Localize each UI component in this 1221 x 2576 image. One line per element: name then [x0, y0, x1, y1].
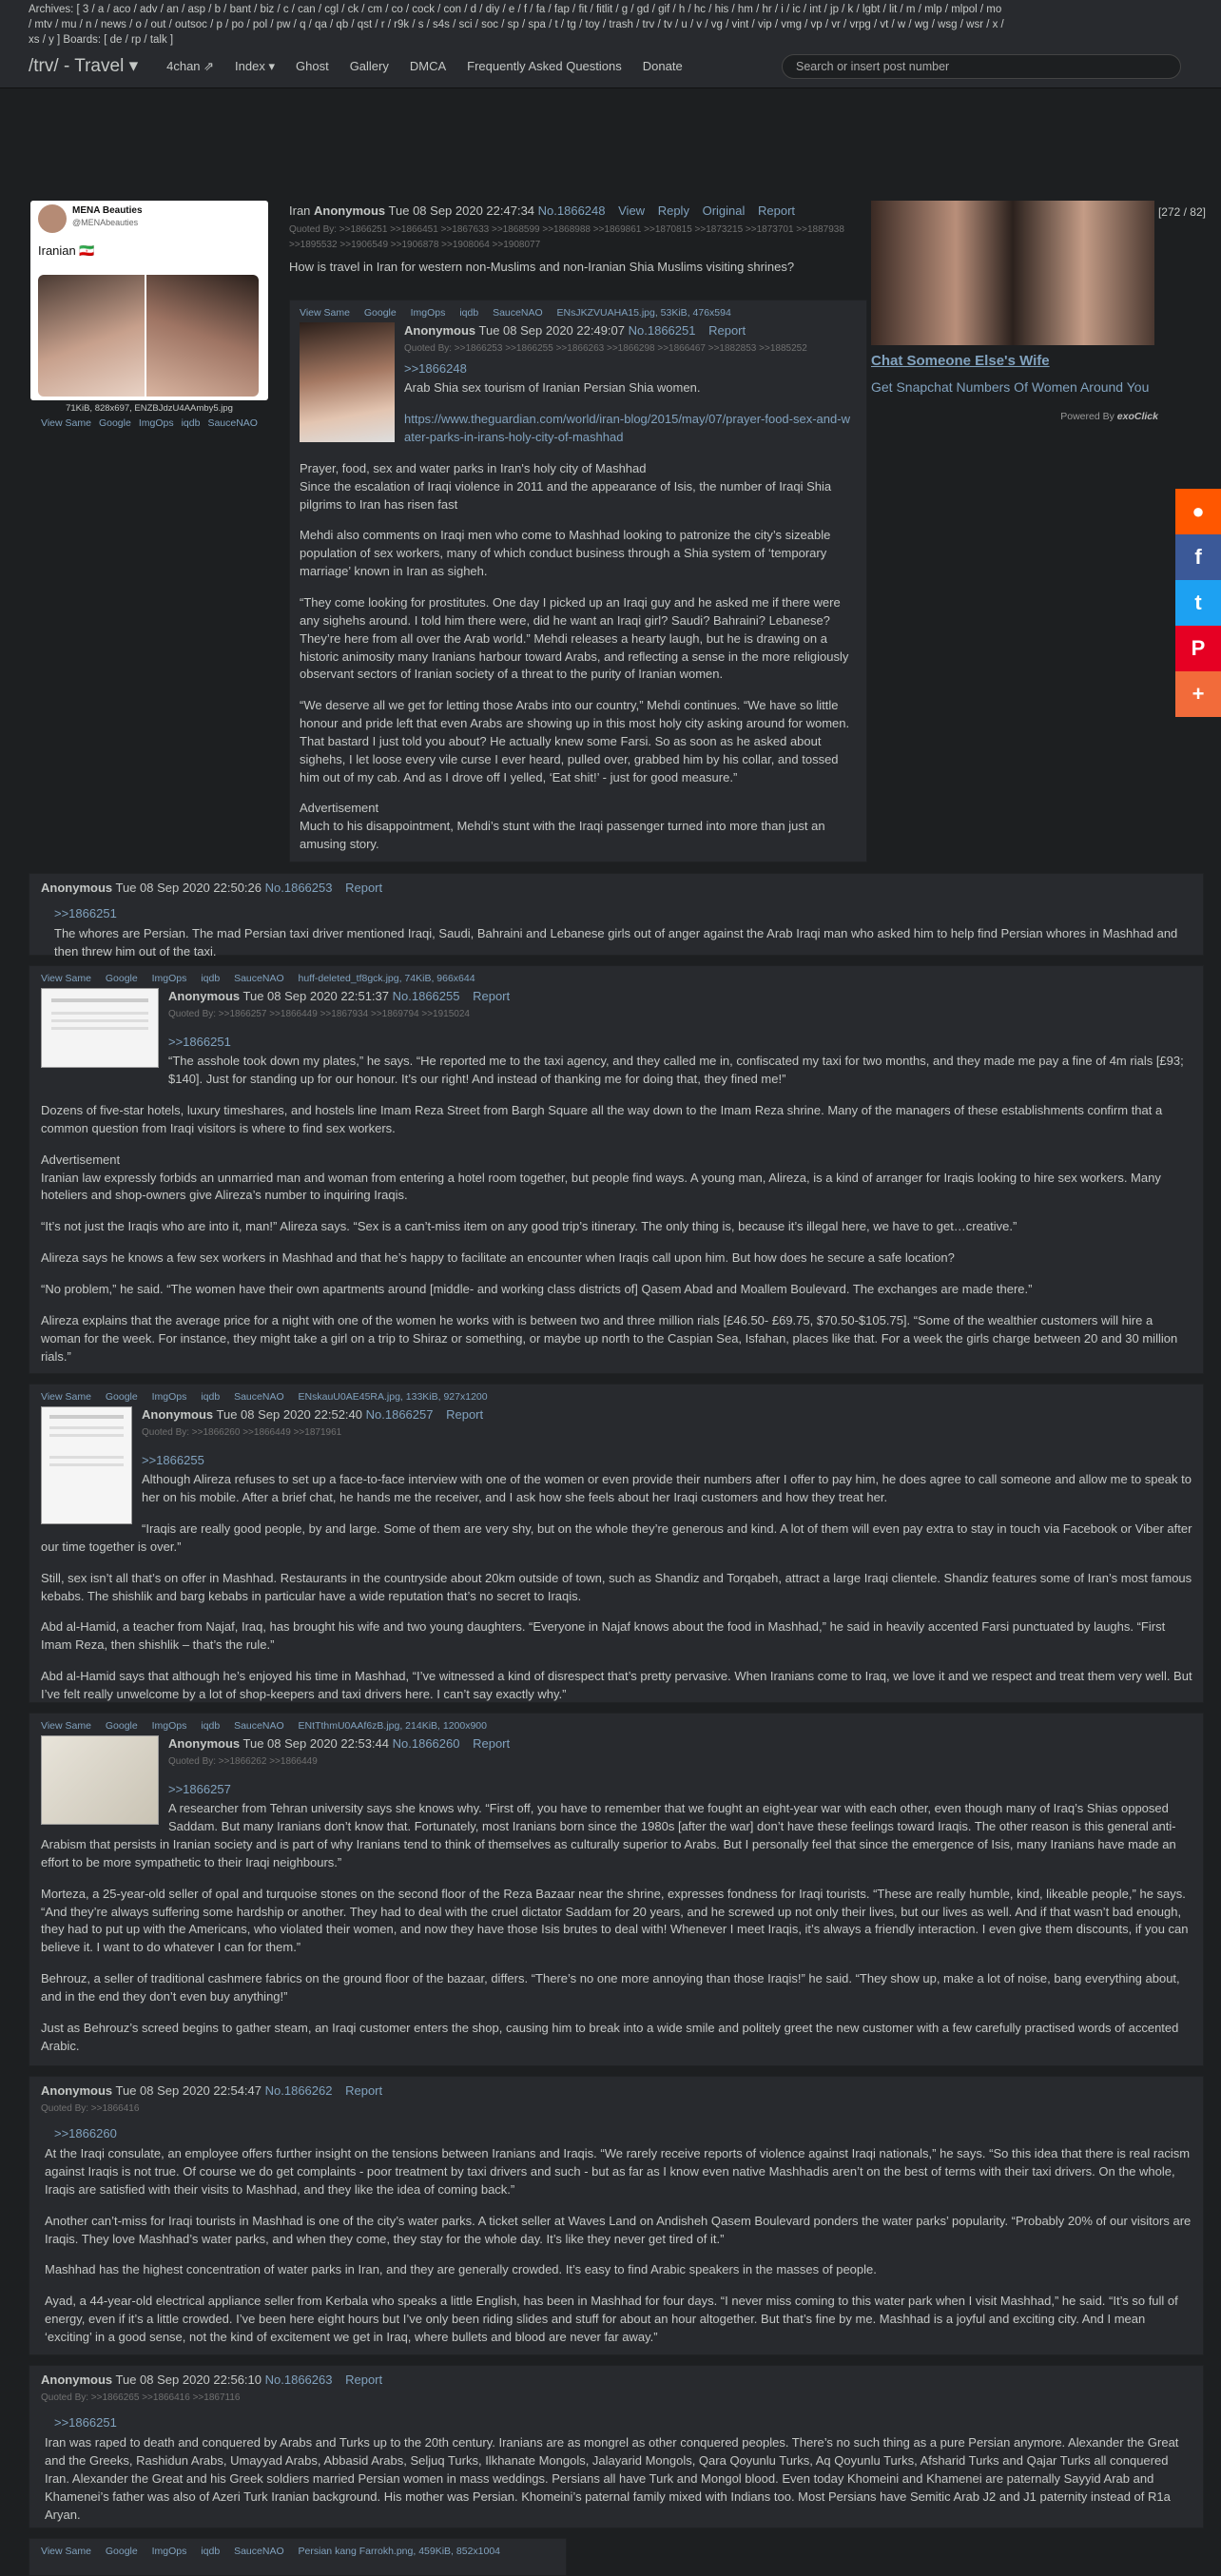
nav-donate[interactable]: Donate [642, 58, 683, 73]
saucenao-link[interactable]: SauceNAO [234, 2546, 284, 2557]
boards-line-3[interactable]: xs / y ] Boards: [ de / rp / talk ] [29, 34, 174, 46]
post-datetime: Tue 08 Sep 2020 22:51:37 [242, 989, 389, 1004]
poster-name: Anonymous [41, 2083, 113, 2098]
quoted-by[interactable]: Quoted By: >>1866257 >>1866449 >>1867934 >>1869794 >>1915024 [168, 1009, 470, 1020]
saucenao-link[interactable]: SauceNAO [493, 307, 543, 319]
saucenao-link[interactable]: SauceNAO [234, 1720, 284, 1732]
op-image-block [30, 201, 268, 431]
post-text: Advertisement Much to his disappointment, Mehdi’s stunt with the Iraqi passenger turned into more than just an amusing story. [300, 801, 825, 852]
quoted-by[interactable]: Quoted By: >>1866416 [41, 2102, 140, 2114]
post-text: Advertisement Iranian law expressly forbids an unmarried man and woman from entering a hotel room together, but people find ways. A young man, Alireza, is a kind of arranger for Iraqis looking to hire sex workers. Many hoteliers and shop-owners give Alireza’s number to inquiring Iraqis. [41, 1152, 1161, 1203]
post-thumbnail[interactable] [41, 1406, 132, 1524]
post-text: Iran was raped to death and conquered by Arabs and Turks up to the 20th century. Iranians are as mongrel as other conquered peoples. There’s no such thing as a pure Persian anymore. Alexander the Great and the Greeks, Rashidun Arabs, Umayyad Arabs, Abbasid Arabs, Seljuq Turks, Ilkhanate Mongols, Jalayarid Mongols, Qara Qoyunlu Turks, Aq Qoyunlu Turks, Afsharid Turks and Qajar Turks all conquered Iran. Alexander the Great and his Greek soldiers married Persian women in mass weddings. Persians all have Turk and Mongol blood. Even today Khomeini and Khamenei are paternally Sayyid Arab and Khamenei’s father was also of Azeri Turk Iranian background. His mother was Persian. Khomeini’s paternal family mixed with Indians too. Most Persians have Semitic Arab J2 and J1 paternity instead of R1a Aryan. [45, 2435, 1179, 2522]
report-button[interactable]: Report [708, 323, 746, 339]
post-header [41, 880, 1193, 898]
boards-line-2[interactable]: / mtv / mu / n / news / o / out / outsoc / p / po / pol / pw / q / qa / qb / qst / r / r9k / s / s4s / sci / soc / sp / spa / t / tg / toy / trash / trv / tv / u / v / vg / vint / vip / vmg / vp / vr / vrpg / vt / w / wg / wsg / wsr / x / [29, 19, 1004, 30]
post-text: Still, sex isn’t all that’s on offer in Mashhad. Restaurants in the countryside about 20km outside of town, such as Shandiz and Torqabeh, attract a large Iraqi clientele. Shandiz features some of Iran’s most famous kebabs. The shishlik and barg kebabs in particular have a wide reputation that’s no secret to Iraqis. [41, 1570, 1192, 1603]
post-number[interactable]: No.1866260 [392, 1736, 460, 1752]
post-text: Ayad, a 44-year-old electrical appliance seller from Kerbala who speaks a little English, has been in Mashhad for four days. “I never miss coming to this water park when I visit Mashhad,” he said. “It’s so full of energy, even if it’s a little crowded. I’ve been here eight hours but I’ve only been riding slides and stuff for about an hour altogether. But that’s fine by me. Mashhad is a joyful and exciting city. And I mean ‘exciting’ in a good sense, not the kind of excitement we get in Iraq, where bullets and blood are never far away.” [45, 2294, 1178, 2344]
post-thumbnail[interactable] [41, 1735, 159, 1825]
reply-1866262 [29, 2076, 1204, 2355]
post-text: Morteza, a 25-year-old seller of opal and turquoise stones on the second floor of the Reza Bazaar near the shrine, expresses fondness for Iraqi tourists. “These are really humble, kind, likeable people,” he says. “And they’re always suffering some hardship or another. They had to deal with the cruel dictator Saddam for 20 years, and he screwed up not only their lives, but our lives as well. And if that wasn’t bad enough, they had to put up with the Americans, who violated their women, and now they have those Isis brutes to deal with! Whenever I meet Iraqis, it’s always a friendly interaction. I even give them discounts, if you can believe it. I want to do whatever I can for them.” [41, 1886, 1189, 1955]
post-text: Abd al-Hamid, a teacher from Najaf, Iraq, has brought his wife and two young daughters. “Everyone in Najaf knows about the food in Mashhad,” he said in heavily accented Farsi punctuated by laughs. “First Imam Reza, then shishlik – that’s the rule.” [41, 1619, 1166, 1653]
search-input[interactable]: Search or insert post number [782, 54, 1181, 79]
post-body [54, 905, 1193, 961]
google-link[interactable]: Google [105, 1391, 138, 1403]
view-same-link[interactable]: View Same [41, 1720, 91, 1732]
boards-list[interactable] [29, 2, 1192, 48]
post-body [41, 1452, 1193, 1704]
op-text: How is travel in Iran for western non-Muslims and non-Iranian Shia Muslims visiting shrines? [289, 259, 795, 274]
file-info [41, 2545, 556, 2559]
quoted-by[interactable]: Quoted By: >>1866262 >>1866449 [168, 1756, 318, 1768]
imgops-link[interactable]: ImgOps [151, 973, 187, 984]
op-header [289, 203, 856, 221]
poster-name: Anonymous [168, 1736, 241, 1752]
file-info [41, 972, 1193, 986]
reply-1866260 [29, 1713, 1204, 2066]
google-link[interactable]: Google [98, 416, 131, 429]
view-same-link[interactable]: View Same [41, 973, 91, 984]
op-thumbnail[interactable] [30, 201, 268, 400]
file-info [41, 1390, 1193, 1404]
op-subject: Iran [289, 203, 311, 218]
view-button[interactable]: View [618, 203, 646, 218]
site-title[interactable]: /trv/ - Travel ▾ [29, 56, 139, 77]
google-link[interactable]: Google [363, 307, 397, 319]
reply-button[interactable]: Reply [657, 203, 689, 218]
photo-left [38, 275, 145, 397]
nav-faq[interactable]: Frequently Asked Questions [467, 58, 622, 73]
file-name[interactable]: huff-deleted_tf8gck.jpg, 74KiB, 966x644 [298, 973, 475, 984]
pinterest-icon[interactable]: P [1175, 626, 1221, 671]
quoted-by[interactable]: Quoted By: >>1866260 >>1866449 >>1871961 [142, 1427, 342, 1439]
quoted-by[interactable]: Quoted By: >>1866253 >>1866255 >>1866263 >>1866298 >>1866467 >>1882853 >>1885252 [404, 343, 807, 355]
imgops-link[interactable]: ImgOps [410, 307, 446, 319]
file-name[interactable]: ENtTthmU0AAf6zB.jpg, 214KiB, 1200x900 [298, 1720, 487, 1732]
ad-powered[interactable] [871, 410, 1206, 424]
iqdb-link[interactable]: iqdb [459, 307, 479, 319]
post-text: Just as Behrouz’s screed begins to gather steam, an Iraqi customer enters the shop, causing him to break into a wide smile and politely greet the new customer with a few carefully practised words of accented Arabic. [41, 2020, 1179, 2053]
quote-link[interactable]: >>1866251 [54, 2415, 117, 2431]
iqdb-link[interactable]: iqdb [181, 416, 201, 429]
imgops-link[interactable]: ImgOps [151, 2546, 187, 2557]
poster-name: Anonymous [142, 1407, 214, 1423]
iqdb-link[interactable]: iqdb [201, 973, 221, 984]
image-counter: [272 / 82] [1157, 205, 1206, 219]
post-text: Behrouz, a seller of traditional cashmere fabrics on the ground floor of the bazaar, differs. “There’s no one more annoying than those Iraqis!” he said. “They show up, make a lot of noise, bang everything about, and in the end they don’t even buy anything!” [41, 1971, 1180, 2004]
post-header [41, 1735, 1193, 1753]
post-text: Another can’t-miss for Iraqi tourists in Mashhad is one of the city’s water parks. A ticket seller at Waves Land on Andisheh Qasem Boulevard ponders the water parks’ popularity. “Probably 20% of our visitors are Iraqis. They love Mashhad’s water parks, and when they come, they stay for the whole day. It’s like they never get tired of it.” [45, 2213, 1192, 2246]
post-text: Abd al-Hamid says that although he’s enjoyed his time in Mashhad, “I’ve witnessed a kind of disrespect that’s pretty pervasive. When Iranians come to Iraq, we love it and we respect and treat them very well. But I’ve felt really unwelcome by a lot of shop-keepers and taxi drivers here. I can’t say exactly why.” [41, 1669, 1192, 1701]
quote-link[interactable]: >>1866248 [404, 360, 467, 376]
file-name[interactable]: ENskauU0AE45RA.jpg, 133KiB, 927x1200 [298, 1391, 488, 1403]
photo-right [146, 275, 259, 397]
post-text: The whores are Persian. The mad Persian taxi driver mentioned Iraqi, Saudi, Bahraini and Lebanese girls out of anger against the Arab Iraqi man who asked him to help find Persian whores in Mashhad and then threw him out of the taxi. [54, 925, 1178, 959]
nav-index[interactable]: Index ▾ [235, 58, 275, 73]
ad-block [871, 201, 1206, 424]
post-thumbnail[interactable] [300, 322, 395, 442]
reply-partial [29, 2538, 567, 2576]
post-body [41, 1781, 1193, 2056]
post-datetime: Tue 08 Sep 2020 22:53:44 [242, 1736, 389, 1752]
post-text: Prayer, food, sex and water parks in Iran's holy city of Mashhad Since the escalation of Iraqi violence in 2011 and the appearance of Isis, the number of Iraqi Shia pilgrims to Iran has risen fast [300, 460, 832, 512]
article-link[interactable]: https://www.theguardian.com/world/iran-blog/2015/may/07/prayer-food-sex-and-water-parks-in-irans-holy-city-of-mashhad [404, 412, 850, 445]
avatar [38, 204, 67, 233]
reply-1866253 [29, 873, 1204, 959]
quote-link[interactable]: >>1866251 [168, 1034, 231, 1049]
powered-label: Powered By [1060, 411, 1114, 423]
post-text: Alireza explains that the average price for a night with one of the women he works with is between two and three million rials [£46.50- £69.75, $70.50-$105.75]. “Some of the wealthier customers will hire a woman for the week. For instance, they might take a girl on a trip to Shiraz or something, or maybe up north to the Caspian Sea, Isfahan, places like that. For a week the girls charge between 20 and 30 million rials.” [41, 1312, 1178, 1364]
post-header [41, 988, 1193, 1006]
op-datetime: Tue 08 Sep 2020 22:47:34 [388, 203, 535, 218]
imgops-link[interactable]: ImgOps [151, 1720, 187, 1732]
post-body [45, 2414, 1193, 2524]
post-number[interactable]: No.1866257 [365, 1407, 434, 1423]
exoclick-logo: exoClick [1116, 411, 1158, 423]
imgops-link[interactable]: ImgOps [138, 416, 174, 429]
view-same-link[interactable]: View Same [41, 416, 91, 429]
post-text: Mehdi also comments on Iraqi men who come to Mashhad looking to patronize the city’s sizeable population of sex workers, many of which conduct business through a Shia system of ‘temporary marriage’ known in Iran as sigheh. [300, 528, 831, 579]
post-number[interactable]: No.1866255 [392, 989, 460, 1004]
report-button[interactable]: Report [473, 989, 511, 1004]
post-text: “Iraqis are really good people, by and large. Some of them are very shy, but on the whole they’re generous and kind. A lot of them will even pay extra to stay in touch via Facebook or Viber after our time together is over.” [41, 1521, 1192, 1554]
poster-name: Anonymous [41, 2373, 113, 2387]
reddit-icon[interactable]: ● [1175, 489, 1221, 534]
report-button[interactable]: Report [345, 2083, 383, 2098]
post-number[interactable]: No.1866263 [264, 2373, 333, 2387]
reply-1866255 [29, 965, 1204, 1374]
post-number[interactable]: No.1866251 [628, 323, 696, 339]
post-text: At the Iraqi consulate, an employee offers further insight on the tensions between Iranians and Iraqis. “We rarely receive reports of violence against Iraqi nationals,” he says. “So this idea that there is real racism against Iraqis is not true. Of course we do get complaints - poor treatment by taxi drivers and such - but as far as I know even native Mashhadis aren’t on the best of terms with their taxi drivers. On the whole, Iraqis are satisfied with their visits to Mashhad, and they like the idea of coming back.” [45, 2146, 1191, 2197]
view-same-link[interactable]: View Same [41, 2546, 91, 2557]
tweet-name: MENA Beauties [72, 205, 143, 216]
post-text: Dozens of five-star hotels, luxury timeshares, and hostels line Imam Reza Street from Bargh Square all the way down to the Imam Reza shrine. Many of the managers of these establishments confirm that a common question from Iraqi visitors is where to find sex workers. [41, 1103, 1163, 1135]
report-button[interactable]: Report [345, 881, 383, 895]
post-text: A researcher from Tehran university says she knows why. “First off, you have to remember that we fought an eight-year war with each other, even though many of Iraq’s Shias opposed Saddam. But many Iranians don’t know that. Fortunately, most Iranians born since the 1980s [after the war] don’t have these feelings toward Iraqis. The other reason is this general anti-Arabism that persists in Iranian society and is part of why Iranians tend to think of themselves as culturally superior to Arabs. But I personally feel that since the emergence of Isis, many Iranians have made an effort to be more sympathetic to their Iraqi neighbours.” [41, 1801, 1176, 1869]
tweet-handle: @MENAbeauties [72, 218, 139, 227]
post-text: Alireza says he knows a few sex workers in Mashhad and that he’s happy to facilitate an encounter when Iraqis call upon him. But how does he secure a safe location? [41, 1250, 955, 1266]
nav-dmca[interactable]: DMCA [409, 58, 447, 73]
reply-1866263 [29, 2365, 1204, 2528]
op-name: Anonymous [314, 203, 386, 218]
tweet-text: Iranian 🇮🇷 [38, 243, 95, 258]
post-text: “The asshole took down my plates,” he says. “He reported me to the taxi agency, and they called me in, confiscated my taxi for two months, and they made me pay a fine of 4m rials [£93; $140]. Just for standing up for our honour. It’s our right! And instead of thanking me for doing that, they fined me!” [168, 1054, 1184, 1087]
poster-name: Anonymous [168, 989, 241, 1004]
ad-subtitle-link[interactable]: Get Snapchat Numbers Of Women Around You [871, 378, 1150, 395]
iqdb-link[interactable]: iqdb [201, 2546, 221, 2557]
post-text: “They come looking for prostitutes. One day I picked up an Iraqi guy and he asked me if there were any sighehs around. I told him there were, did he want an Iraqi girl? Saudi? Bahraini? Lebanese? They’re here from all over the Arab world.” Mehdi releases a hearty laugh, but he is drawing on a historic animosity many Iranians harbour toward Arabs, and reflecting a sense in the more religiously observant sectors of Iranian society of a threat to the purity of Iranian women. [300, 595, 849, 682]
post-body [41, 1034, 1193, 1366]
file-info [41, 1719, 1193, 1733]
post-datetime: Tue 08 Sep 2020 22:49:07 [478, 323, 625, 339]
saucenao-link[interactable]: SauceNAO [207, 416, 258, 429]
top-header [0, 0, 1221, 88]
file-name[interactable]: ENsJKZVUAHA15.jpg, 53KiB, 476x594 [556, 307, 731, 319]
quoted-by[interactable]: Quoted By: >>1866265 >>1866416 >>1867116 [41, 2392, 241, 2403]
post-text: “It’s not just the Iraqis who are into it, man!” Alireza says. “Sex is a can’t-miss item on any good trip’s itinerary. The only thing is, because it’s illegal here, we have to get…creative.” [41, 1219, 1018, 1234]
view-same-link[interactable]: View Same [41, 1391, 91, 1403]
post-datetime: Tue 08 Sep 2020 22:56:10 [115, 2373, 262, 2387]
nav-4chan[interactable]: 4chan ⇗ [166, 58, 215, 73]
post-number[interactable]: No.1866262 [264, 2083, 333, 2098]
original-button[interactable]: Original [702, 203, 746, 218]
saucenao-link[interactable]: SauceNAO [234, 973, 284, 984]
op-quoted-by[interactable]: Quoted By: >>1866251 >>1866451 >>1867633 >>1868599 >>1868988 >>1869861 >>1870815 >>1873215 >>1873701 >>1887938 >>1895532 >>1906549 >>1906878 >>1908064 >>1908077 [289, 223, 844, 250]
reply-1866257 [29, 1384, 1204, 1703]
twitter-icon[interactable]: t [1175, 580, 1221, 626]
post-header [41, 1406, 1193, 1424]
post-datetime: Tue 08 Sep 2020 22:54:47 [115, 2083, 262, 2098]
op-image-links [30, 416, 268, 431]
quote-link[interactable]: >>1866257 [168, 1781, 231, 1796]
post-text: Although Alireza refuses to set up a face-to-face interview with one of the women or even provide their numbers after I offer to pay him, he does agree to call someone and allow me to speak to her on his mobile. After a brief chat, he hands me the receiver, and I ask how she feels about her Iraqi customers and how they treat her. [142, 1472, 1192, 1505]
share-sidebar [1175, 489, 1221, 717]
report-button[interactable]: Report [446, 1407, 484, 1423]
post-body [45, 2125, 1193, 2346]
google-link[interactable]: Google [105, 2546, 138, 2557]
google-link[interactable]: Google [105, 973, 138, 984]
google-link[interactable]: Google [105, 1720, 138, 1732]
quote-link[interactable]: >>1866255 [142, 1452, 204, 1467]
nav-ghost[interactable]: Ghost [296, 58, 329, 73]
op-image-caption: 71KiB, 828x697, ENZBJdzU4AAmby5.jpg [66, 403, 233, 414]
post-number[interactable]: No.1866253 [264, 881, 333, 895]
post-text: Arab Shia sex tourism of Iranian Persian Shia women. [404, 380, 701, 396]
op-section [0, 88, 1221, 852]
imgops-link[interactable]: ImgOps [151, 1391, 187, 1403]
view-same-link[interactable]: View Same [300, 307, 350, 319]
report-button[interactable]: Report [758, 203, 796, 218]
poster-name: Anonymous [404, 323, 476, 339]
op-post [289, 203, 856, 277]
post-header [41, 2082, 1193, 2101]
ad-image[interactable] [871, 201, 1154, 345]
file-info [300, 306, 857, 320]
reply-1866251 [289, 300, 867, 862]
facebook-icon[interactable]: f [1175, 534, 1221, 580]
ad-title-link[interactable]: Chat Someone Else's Wife [871, 353, 1050, 369]
file-name[interactable]: Persian kang Farrokh.png, 459KiB, 852x1004 [298, 2546, 501, 2557]
navbar [29, 49, 1192, 84]
quote-link[interactable]: >>1866251 [54, 905, 117, 920]
op-post-number[interactable]: No.1866248 [537, 203, 606, 218]
saucenao-link[interactable]: SauceNAO [234, 1391, 284, 1403]
post-text: “We deserve all we get for letting those Arabs into our country,” Mehdi continues. “We have so little honour and pride left that even Arabs are showing up in this most holy city asking around for women. That bastard I just told you about? He actually knew some Farsi. So as soon as he asked about sighehs, I let loose every vile curse I ever heard, pulled over, grabbed him by his collar, and tossed him out of my cab. And as I drove off I yelled, ‘Eat shit!’ - just for good measure.” [300, 698, 850, 784]
boards-line-1[interactable]: Archives: [ 3 / a / aco / adv / an / asp / b / bant / biz / c / can / cgl / ck / cm / co / cock / con / d / diy / e / f / fa / fap / fit / fitlit / g / gd / gif / h / hc / his / hm / hr / i / ic / int / jp / k / lgbt / lit / m / mlp / mlpol / mo [29, 4, 1002, 15]
poster-name: Anonymous [41, 881, 113, 895]
plus-icon[interactable]: + [1175, 671, 1221, 717]
post-datetime: Tue 08 Sep 2020 22:52:40 [216, 1407, 362, 1423]
quote-link[interactable]: >>1866260 [54, 2126, 117, 2141]
post-thumbnail[interactable] [41, 988, 159, 1068]
report-button[interactable]: Report [345, 2373, 383, 2387]
report-button[interactable]: Report [473, 1736, 511, 1752]
post-datetime: Tue 08 Sep 2020 22:50:26 [115, 881, 262, 895]
post-header [41, 2372, 1193, 2390]
post-text: “No problem,” he said. “The women have their own apartments around [middle- and working class districts of] Qasem Abad and Moallem Boulevard. The exchanges are made there.” [41, 1282, 1033, 1296]
nav-gallery[interactable]: Gallery [349, 58, 389, 73]
post-text: Mashhad has the highest concentration of water parks in Iran, and they are generally crowded. It’s easy to find Arabic speakers in the masses of people. [45, 2262, 877, 2277]
iqdb-link[interactable]: iqdb [201, 1391, 221, 1403]
iqdb-link[interactable]: iqdb [201, 1720, 221, 1732]
